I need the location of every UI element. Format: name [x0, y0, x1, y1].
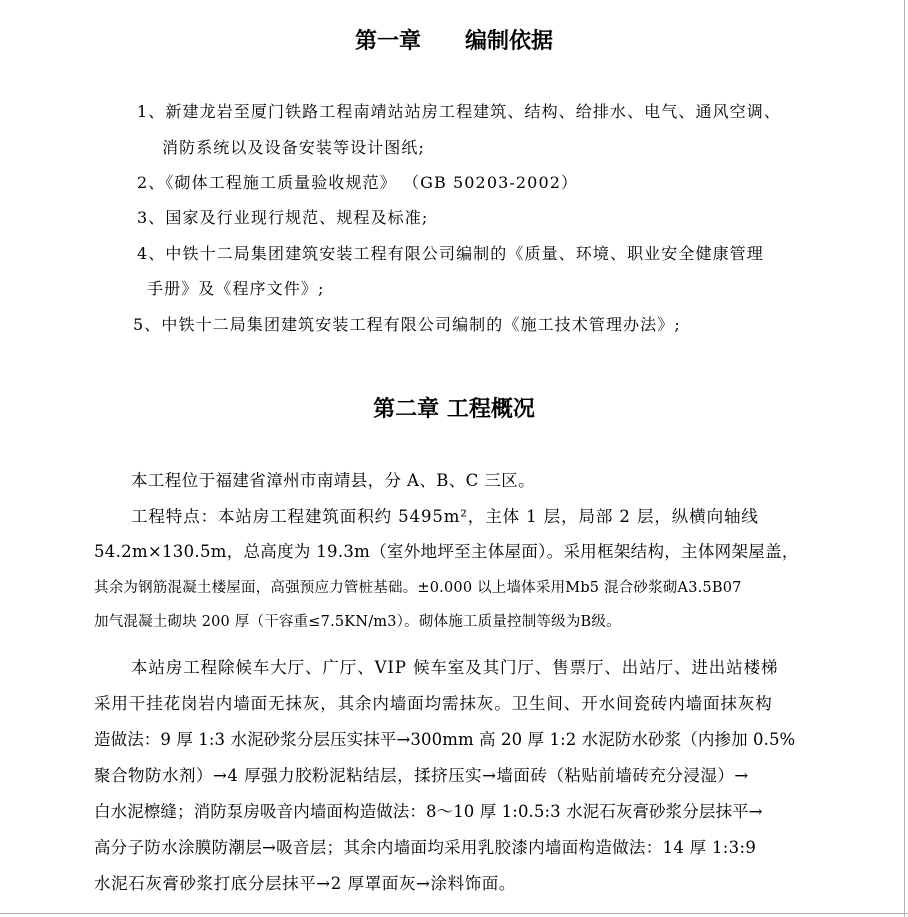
paragraph-line: 聚合物防水剂）→4 厚强力胶粉泥粘结层，揉挤压实→墙面砖（粘贴前墙砖充分浸湿）→	[94, 766, 749, 785]
paragraph-line: 采用干挂花岗岩内墙面无抹灰，其余内墙面均需抹灰。卫生间、开水间瓷砖内墙面抹灰构	[94, 694, 773, 713]
chapter-2-title: 第二章 工程概况	[373, 397, 535, 422]
paragraph-line: 水泥石灰膏砂浆打底分层抹平→2 厚罩面灰→涂料饰面。	[94, 874, 516, 893]
paragraph-line: 本站房工程除候车大厅、广厅、VIP 候车室及其门厅、售票厅、出站厅、进出站楼梯	[131, 658, 779, 677]
list-item: 4、中铁十二局集团建筑安装工程有限公司编制的《质量、环境、职业安全健康管理	[137, 244, 764, 263]
paragraph-line: 本工程位于福建省漳州市南靖县，分 A、B、C 三区。	[131, 471, 536, 490]
paragraph-line: 加气混凝土砌块 200 厚（干容重≤7.5KN/m3）。砌体施工质量控制等级为B级。	[94, 614, 621, 630]
list-item: 5、中铁十二局集团建筑安装工程有限公司编制的《施工技术管理办法》;	[133, 315, 681, 334]
list-item: 消防系统以及设备安装等设计图纸;	[162, 138, 425, 157]
paragraph-line: 白水泥檫缝；消防泵房吸音内墙面构造做法：8～10 厚 1:0.5:3 水泥石灰膏砂浆分层抹平→	[94, 802, 763, 821]
page-border-right	[904, 0, 905, 917]
paragraph-line: 高分子防水涂膜防潮层→吸音层；其余内墙面均采用乳胶漆内墙面构造做法：14 厚 1:3:9	[94, 838, 757, 857]
list-item: 手册》及《程序文件》;	[147, 279, 325, 298]
paragraph-line: 工程特点：本站房工程建筑面积约 5495m²，主体 1 层，局部 2 层，纵横向轴线	[131, 507, 759, 526]
paragraph-line: 造做法：9 厚 1:3 水泥砂浆分层压实抹平→300mm 高 20 厚 1:2 水泥防水砂浆（内掺加 0.5%	[94, 730, 796, 749]
chapter-1-title: 第一章 编制依据	[354, 29, 553, 54]
list-item: 3、国家及行业现行规范、规程及标准;	[137, 208, 429, 227]
list-item: 1、新建龙岩至厦门铁路工程南靖站站房工程建筑、结构、给排水、电气、通风空调、	[137, 102, 781, 121]
paragraph-line: 54.2m×130.5m，总高度为 19.3m（室外地坪至主体屋面）。采用框架结构，主体网架屋盖，	[94, 542, 799, 561]
paragraph-line: 其余为钢筋混凝土楼屋面，高强预应力管桩基础。±0.000 以上墙体采用Mb5 混合砂浆砌A3.5B07	[94, 580, 742, 596]
page-border-bottom	[0, 913, 908, 914]
list-item: 2、《砌体工程施工质量验收规范》 （GB 50203-2002）	[137, 173, 579, 192]
